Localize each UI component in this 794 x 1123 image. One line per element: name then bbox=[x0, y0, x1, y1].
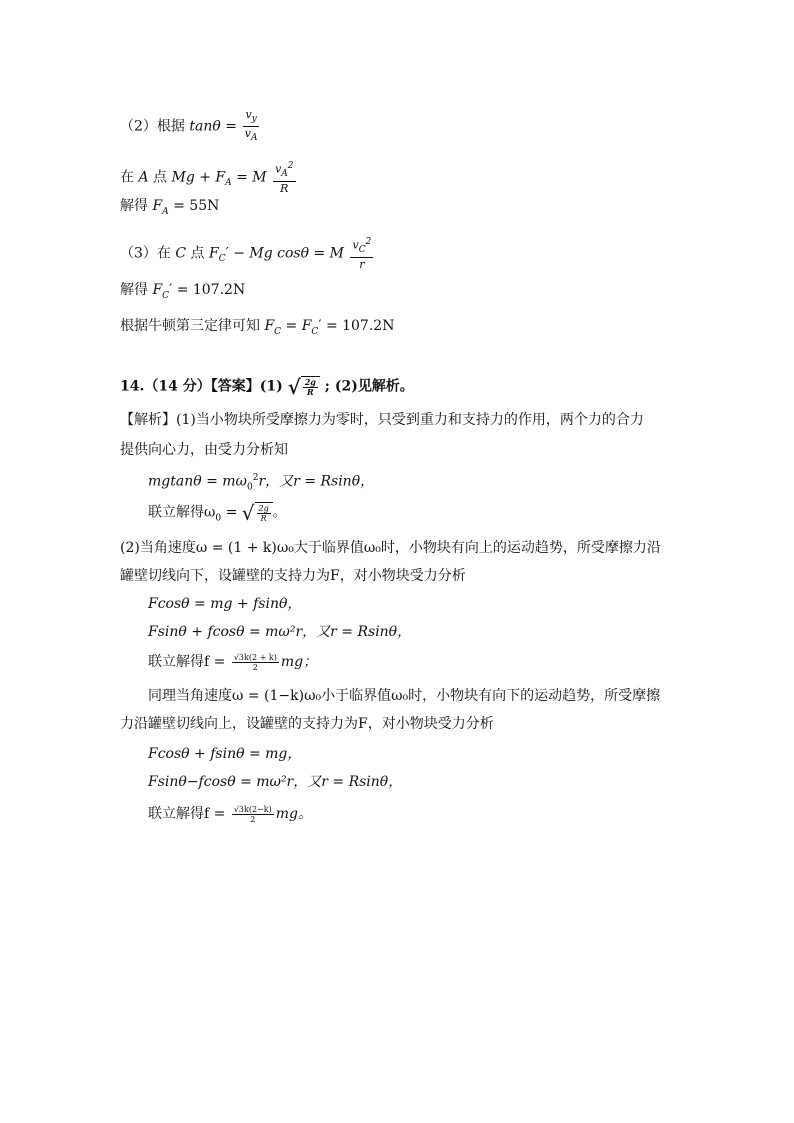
newton-sym: F bbox=[264, 318, 275, 334]
q14-eq5 bbox=[148, 652, 317, 672]
tan-fraction bbox=[243, 108, 258, 145]
part3-sup: 2 bbox=[365, 237, 372, 247]
part3-letter: C bbox=[175, 245, 187, 262]
pointA-line bbox=[120, 160, 298, 195]
eq2-eq: = bbox=[221, 504, 242, 521]
pointA-sup: 2 bbox=[287, 161, 294, 171]
q14-line1-text: (1)当小物块所受摩擦力为零时，只受到重力和支持力的作用，两个力的合力 bbox=[176, 412, 644, 428]
q14-eq1 bbox=[148, 468, 374, 497]
eq1-tail: r，又r = Rsinθ， bbox=[258, 473, 375, 490]
eq1-sup: 2 bbox=[252, 473, 259, 483]
analysis-label: 【解析】 bbox=[120, 412, 176, 428]
pointA-suffix: 点 bbox=[153, 169, 168, 186]
newton-line bbox=[120, 316, 394, 342]
eq2-sub: 0 bbox=[215, 513, 222, 524]
q14-line5: 同理当角速度ω = (1−k)ω₀小于临界值ω₀时，小物块有向下的运动趋势，所受摩擦 bbox=[148, 688, 661, 704]
q14-ans-den: R bbox=[306, 386, 314, 397]
solve2-val: ′ = 107.2N bbox=[169, 282, 246, 298]
pointA-frac-num: v bbox=[275, 162, 282, 176]
solve1-sub: A bbox=[162, 206, 169, 217]
q14-line4: 罐壁切线向下，设罐壁的支持力为F，对小物块受力分析 bbox=[120, 568, 466, 584]
pointA-sub: A bbox=[225, 178, 232, 189]
solve2-line bbox=[120, 280, 245, 306]
solve1-line bbox=[120, 196, 219, 222]
part3-suffix: 点 bbox=[190, 245, 205, 262]
eq5-frac bbox=[232, 653, 279, 672]
solve2-sym: F bbox=[152, 282, 163, 298]
newton-val: ′ = 107.2N bbox=[318, 318, 395, 334]
eq2-label: 联立解得ω bbox=[148, 504, 216, 521]
frac-den-sub: A bbox=[250, 133, 258, 144]
eq8-frac-den: 2 bbox=[250, 814, 256, 824]
eq2-sqrt: √ $\frac{2g}{R}$ bbox=[242, 502, 273, 523]
newton-eq: = F bbox=[285, 318, 312, 334]
part3-frac-num-sub: C bbox=[358, 244, 366, 255]
solve2-sub: C bbox=[162, 290, 170, 301]
eq8-frac bbox=[232, 805, 274, 824]
frac-den: v bbox=[244, 127, 251, 141]
part2-label: （2）根据 bbox=[120, 118, 185, 135]
eq2-frac bbox=[257, 504, 271, 523]
frac-num-sub: y bbox=[251, 114, 257, 125]
q14-eq3: Fcosθ = mg + fsinθ， bbox=[148, 596, 302, 612]
part3-formula: F bbox=[209, 245, 219, 262]
q14-line6: 力沿罐壁切线向上，设罐壁的支持力为F，对小物块受力分析 bbox=[120, 716, 494, 732]
newton-sub2: C bbox=[311, 326, 319, 337]
eq2-frac-den: R bbox=[260, 513, 267, 523]
eq5-frac-num: √3k(2 + k) bbox=[233, 652, 277, 662]
part3-fraction bbox=[350, 236, 373, 271]
part3-formula-sub: C bbox=[218, 254, 226, 265]
q14-eq4: Fsinθ + fcosθ = mω²r，又r = Rsinθ， bbox=[148, 624, 412, 640]
part3-label: （3）在 bbox=[120, 245, 171, 262]
eq8-label: 联立解得f = bbox=[148, 806, 230, 822]
q14-eq8 bbox=[148, 804, 312, 824]
pointA-fraction bbox=[273, 160, 295, 195]
q14-eq6: Fcosθ + fsinθ = mg， bbox=[148, 746, 302, 762]
q14-line3: (2)当角速度ω = (1 + k)ω₀大于临界值ω₀时，小物块有向上的运动趋势，所受摩擦力沿 bbox=[120, 540, 661, 556]
newton-sub: C bbox=[274, 326, 282, 337]
q14-heading-text: 14.（14 分）【答案】(1) bbox=[120, 378, 283, 395]
eq2-frac-num: 2g bbox=[258, 503, 269, 513]
part3-frac-num: v bbox=[352, 238, 359, 252]
q14-heading-tail: ; (2)见解析。 bbox=[324, 378, 414, 395]
eq1-text: mgtanθ = mω bbox=[148, 473, 247, 490]
eq5-label: 联立解得f = bbox=[148, 654, 230, 670]
frac-num: v bbox=[245, 108, 252, 121]
eq1-sub: 0 bbox=[246, 482, 253, 493]
part2-tan-line bbox=[120, 108, 261, 145]
pointA-formula: Mg + F bbox=[171, 169, 226, 186]
pointA-frac-den: R bbox=[280, 181, 289, 195]
q14-eq7: Fsinθ−fcosθ = mω²r，又r = Rsinθ， bbox=[148, 774, 403, 790]
eq5-tail: mg； bbox=[280, 654, 318, 670]
tan-formula: tanθ = bbox=[189, 118, 237, 135]
pointA-eq: = M bbox=[236, 169, 267, 186]
solve1-label: 解得 bbox=[120, 198, 148, 214]
part3-formula-rest: ′ − Mg cosθ = M bbox=[225, 245, 345, 262]
eq8-tail: mg。 bbox=[275, 806, 312, 822]
part3-frac-den: r bbox=[359, 257, 365, 271]
q14-line1 bbox=[120, 410, 644, 430]
solve1-sym: F bbox=[152, 198, 163, 214]
eq5-frac-den: 2 bbox=[252, 662, 258, 672]
part3-line bbox=[120, 236, 375, 271]
pointA-frac-num-sub: A bbox=[281, 168, 288, 179]
q14-eq2 bbox=[148, 502, 287, 528]
q14-answer-frac bbox=[303, 378, 318, 397]
eq8-frac-num: √3k(2−k) bbox=[233, 804, 272, 814]
pointA-letter: A bbox=[138, 169, 149, 186]
solve2-label: 解得 bbox=[120, 282, 148, 298]
q14-ans-num: 2g bbox=[304, 376, 316, 387]
q14-line2: 提供向心力，由受力分析知 bbox=[120, 442, 288, 458]
eq2-tail: 。 bbox=[272, 504, 287, 521]
q14-answer-sqrt: √ $\frac{2g}{R}$ bbox=[288, 376, 320, 397]
pointA-label: 在 bbox=[120, 169, 134, 186]
newton-label: 根据牛顿第三定律可知 bbox=[120, 318, 260, 334]
solve1-val: = 55N bbox=[173, 198, 220, 214]
q14-heading bbox=[120, 376, 414, 397]
